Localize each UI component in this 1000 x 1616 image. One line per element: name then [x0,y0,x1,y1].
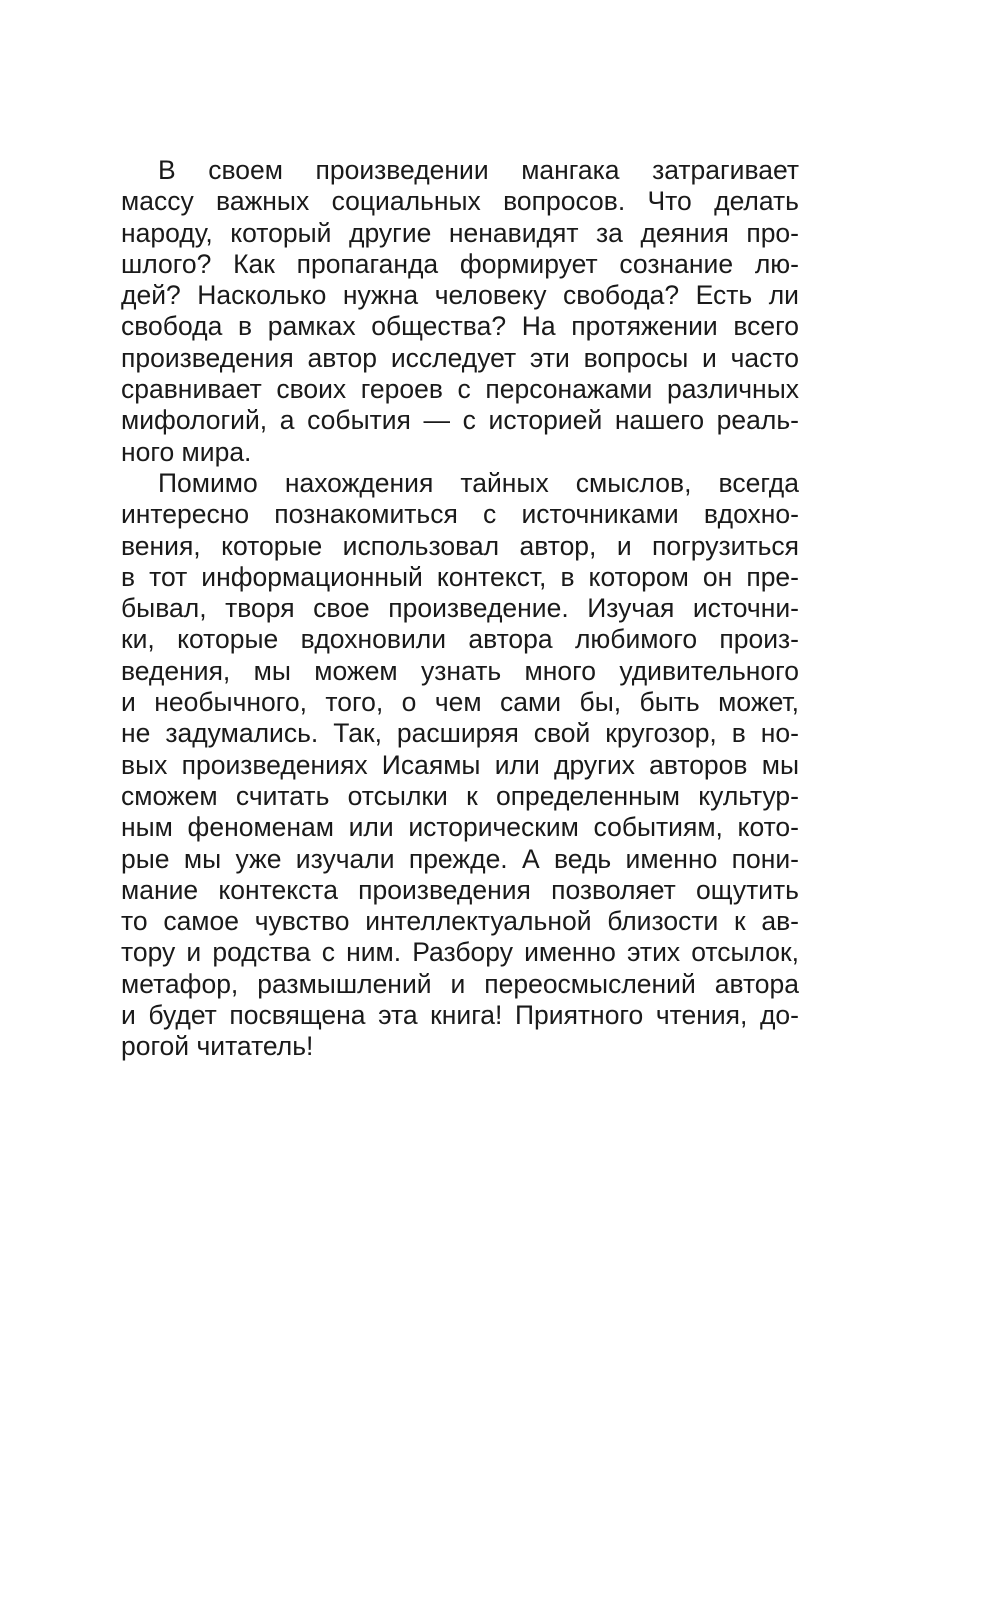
text-line: рые мы уже изучали прежде. А ведь именно пони- [121,843,799,874]
text-line: вых произведениях Исаямы или других авторов мы [121,749,799,780]
text-line: бывал, творя свое произведение. Изучая источни- [121,593,799,624]
text-line: ведения, мы можем узнать много удивительного [121,655,799,686]
text-line: дей? Насколько нужна человеку свобода? Есть ли [121,280,799,311]
text-line: и необычного, того, о чем сами бы, быть может, [121,687,799,718]
text-line: шлого? Как пропаганда формирует сознание лю- [121,248,799,279]
text-line: не задумались. Так, расширяя свой кругозор, в но- [121,718,799,749]
text-line: то самое чувство интеллектуальной близости к ав- [121,906,799,937]
body-text [121,155,799,1063]
text-line: ным феноменам или историческим событиям, кото- [121,812,799,843]
text-line: произведения автор исследует эти вопросы и часто [121,342,799,373]
text-line: в тот информационный контекст, в котором он пре- [121,561,799,592]
text-line: В своем произведении мангака затрагивает [158,155,799,185]
text-line: ного мира. [121,436,252,467]
paragraph-2 [121,468,799,1063]
text-line: мифологий, а события — с историей нашего реаль- [121,405,799,436]
text-line: народу, который другие ненавидят за деяния про- [121,217,799,248]
text-line: сможем считать отсылки к определенным культур- [121,780,799,811]
text-line: рогой читатель! [121,1031,314,1062]
text-line: свобода в рамках общества? На протяжении всего [121,311,799,342]
text-line: массу важных социальных вопросов. Что делать [121,186,799,217]
text-line: метафор, размышлений и переосмыслений автора [121,968,799,999]
text-line: мание контекста произведения позволяет ощутить [121,874,799,905]
paragraph-1 [121,155,799,468]
text-line: ки, которые вдохновили автора любимого произ- [121,624,799,655]
text-line: сравнивает своих героев с персонажами различных [121,374,799,405]
text-line: и будет посвящена эта книга! Приятного чтения, до- [121,1000,799,1031]
text-line: интересно познакомиться с источниками вдохно- [121,499,799,530]
text-line: Помимо нахождения тайных смыслов, всегда [158,467,799,498]
text-line: тору и родства с ним. Разбору именно этих отсылок, [121,937,799,968]
text-line: вения, которые использовал автор, и погрузиться [121,530,799,561]
